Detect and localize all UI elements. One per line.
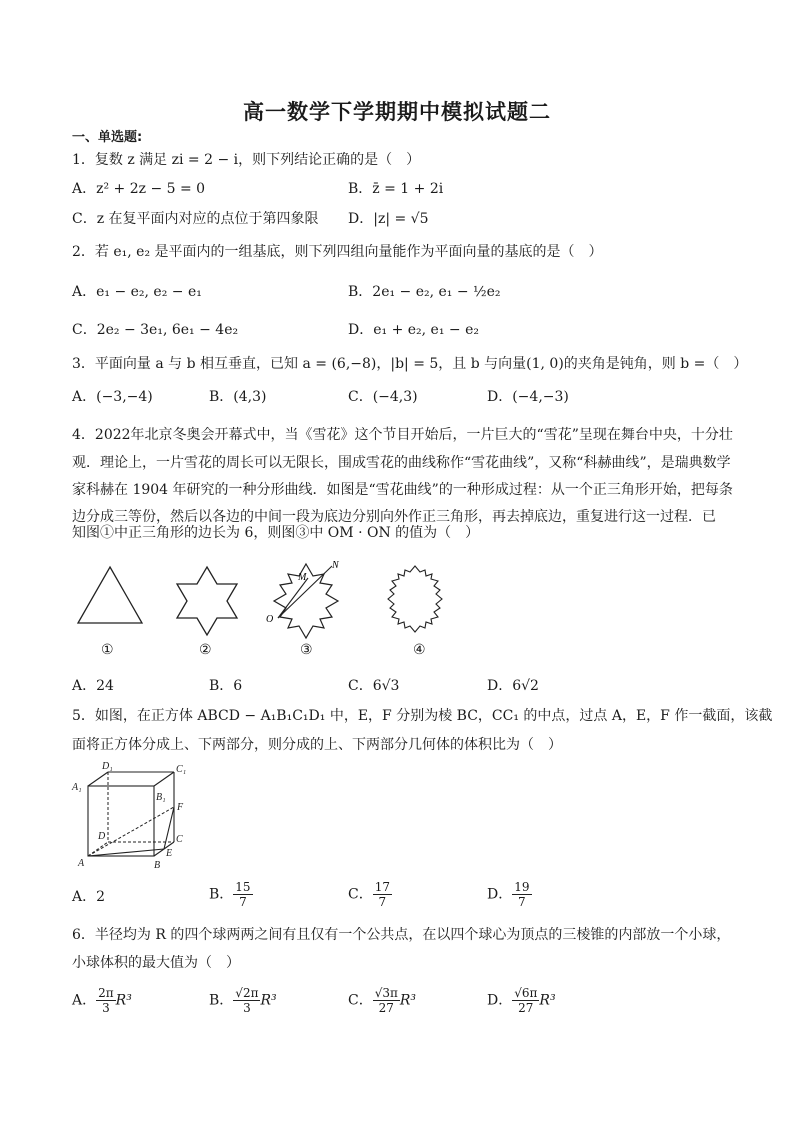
cube-label-a1: A₁ bbox=[72, 782, 82, 793]
q6-option-b-numerator: √2π bbox=[235, 986, 259, 1000]
q4-line-4: 边分成三等份，然后以各边的中间一段为底边分别向外作正三角形，再去掉底边，重复进行这一过程．已 bbox=[72, 509, 716, 525]
q4-line-2: 观．理论上，一片雪花的周长可以无限长，围成雪花的曲线称作“雪花曲线”，又称“科赫曲线”，是瑞典数学 bbox=[72, 455, 731, 471]
q4-option-a: A．24 bbox=[72, 678, 114, 694]
cube-label-b: B bbox=[154, 860, 161, 871]
cube-label-c1: C₁ bbox=[176, 764, 187, 775]
q5-option-d-denominator: 7 bbox=[518, 895, 526, 909]
koch-level-3-figure bbox=[388, 566, 442, 632]
q5-option-c-denominator: 7 bbox=[378, 895, 387, 909]
q5-option-a: A．2 bbox=[72, 889, 106, 905]
q3-stem: 3．平面向量 a 与 b 相互垂直，已知 a = (6,−8)，|b| = 5，且 b 与向量(1, 0)的夹角是钝角，则 b =（ ） bbox=[72, 356, 748, 372]
q4-line-5: 知图①中正三角形的边长为 6，则图③中 OM · ON 的值为（ ） bbox=[72, 525, 480, 541]
q5-line-2: 面将正方体分成上、下两部分，则分成的上、下两部分几何体的体积比为（ ） bbox=[72, 737, 562, 753]
q6-option-d-denominator: 27 bbox=[518, 1001, 534, 1015]
cube-label-c: C bbox=[176, 834, 183, 845]
q2-option-b: B．2e₁ − e₂, e₁ − ½e₂ bbox=[348, 284, 501, 300]
q5-line-1: 5．如图，在正方体 ABCD − A₁B₁C₁D₁ 中，E，F 分别为棱 BC，CC₁ 的中点，过点 A，E，F 作一截面，该截 bbox=[72, 708, 773, 724]
page-title: 高一数学下学期期中模拟试题二 bbox=[243, 100, 551, 124]
cube-label-b1: B₁ bbox=[156, 792, 166, 803]
q3-option-a: A．(−3,−4) bbox=[72, 389, 153, 405]
q2-stem: 2．若 e₁, e₂ 是平面内的一组基底，则下列四组向量能作为平面向量的基底的是（ ） bbox=[72, 244, 603, 260]
q1-option-c: C．z 在复平面内对应的点位于第四象限 bbox=[72, 211, 319, 227]
q1-option-d: D．|z| = √5 bbox=[348, 211, 429, 227]
q5-option-d bbox=[487, 880, 532, 909]
q6-option-d bbox=[487, 986, 556, 1015]
q6-option-c-denominator: 27 bbox=[378, 1001, 394, 1015]
figure-label-3: ③ bbox=[300, 642, 313, 658]
q6-line-1: 6．半径均为 R 的四个球两两之间有且仅有一个公共点，在以四个球心为顶点的三棱锥的内部放一个小球， bbox=[72, 927, 731, 943]
q3-option-d: D．(−4,−3) bbox=[487, 389, 569, 405]
q6-option-a-denominator: 3 bbox=[102, 1001, 110, 1015]
q5-option-b-denominator: 7 bbox=[239, 895, 247, 909]
section-heading: 一、单选题: bbox=[72, 130, 143, 145]
q4-line-1: 4．2022年北京冬奥会开幕式中，当《雪花》这个节目开始后，一片巨大的“雪花”呈现在舞台中央，十分壮 bbox=[72, 427, 733, 443]
q6-option-c bbox=[348, 986, 416, 1015]
figure-label-1: ① bbox=[101, 642, 114, 658]
q6-option-b-tail: R³ bbox=[260, 992, 277, 1009]
q4-option-c: C．6√3 bbox=[348, 678, 400, 694]
cube-label-e: E bbox=[166, 848, 173, 859]
q6-option-c-tail: R³ bbox=[399, 992, 417, 1009]
q6-option-a-fraction bbox=[96, 986, 116, 1015]
q6-line-2: 小球体积的最大值为（ ） bbox=[72, 955, 240, 971]
q3-option-c: C．(−4,3) bbox=[348, 389, 418, 405]
q1-option-a: A．z² + 2z − 5 = 0 bbox=[72, 181, 206, 197]
cube-label-d: D bbox=[98, 831, 106, 842]
point-label-m: M bbox=[298, 572, 307, 583]
q5-option-c-numerator: 17 bbox=[374, 880, 390, 894]
q6-option-d-tail: R³ bbox=[539, 992, 556, 1009]
q6-option-a-numerator: 2π bbox=[98, 986, 114, 1000]
q6-option-b-prefix: B． bbox=[209, 992, 234, 1009]
q2-option-d: D．e₁ + e₂, e₁ − e₂ bbox=[348, 322, 479, 338]
q6-option-a-tail: R³ bbox=[115, 992, 132, 1009]
snowflake-figures bbox=[70, 560, 470, 640]
point-label-n: N bbox=[332, 560, 339, 571]
q4-line-3: 家科赫在 1904 年研究的一种分形曲线．如图是“雪花曲线”的一种形成过程：从一个正三角形开始，把每条 bbox=[72, 482, 733, 498]
q5-option-c-fraction bbox=[373, 880, 392, 909]
q6-option-c-fraction bbox=[373, 986, 400, 1015]
figure-label-2: ② bbox=[199, 642, 212, 658]
q4-option-d: D．6√2 bbox=[487, 678, 539, 694]
q6-option-a-prefix: A． bbox=[72, 992, 97, 1009]
q5-option-d-numerator: 19 bbox=[514, 880, 530, 894]
q5-option-c-prefix: C． bbox=[348, 886, 373, 903]
cube-figure bbox=[68, 760, 198, 872]
q5-option-b bbox=[209, 880, 253, 909]
q5-option-b-prefix: B． bbox=[209, 886, 234, 903]
q4-option-b: B．6 bbox=[209, 678, 243, 694]
cube-front-face bbox=[88, 786, 154, 856]
star-figure bbox=[177, 567, 237, 635]
q6-option-b bbox=[209, 986, 277, 1015]
q1-stem: 1．复数 z 满足 zi = 2 − i，则下列结论正确的是（ ） bbox=[72, 152, 421, 168]
triangle-figure bbox=[78, 567, 142, 623]
cube-label-d1: D₁ bbox=[102, 761, 113, 772]
q6-option-c-numerator: √3π bbox=[374, 986, 398, 1000]
q3-option-b: B．(4,3) bbox=[209, 389, 267, 405]
cube-label-f: F bbox=[177, 802, 184, 813]
q5-option-d-fraction bbox=[512, 880, 531, 909]
q2-option-c: C．2e₂ − 3e₁, 6e₁ − 4e₂ bbox=[72, 322, 239, 338]
q6-option-d-numerator: √6π bbox=[514, 986, 538, 1000]
q5-option-c bbox=[348, 880, 392, 909]
q6-option-b-denominator: 3 bbox=[243, 1001, 251, 1015]
q6-option-d-fraction bbox=[512, 986, 539, 1015]
q5-option-d-prefix: D． bbox=[487, 886, 513, 903]
figure-label-4: ④ bbox=[413, 642, 426, 658]
q1-option-b: B．z̄ = 1 + 2i bbox=[348, 181, 444, 197]
q5-option-b-numerator: 15 bbox=[235, 880, 251, 894]
q5-option-b-fraction bbox=[233, 880, 252, 909]
q6-option-c-prefix: C． bbox=[348, 992, 373, 1009]
cube-label-a: A bbox=[78, 858, 85, 869]
q2-option-a: A．e₁ − e₂, e₂ − e₁ bbox=[72, 284, 202, 300]
q6-option-d-prefix: D． bbox=[487, 992, 513, 1009]
q6-option-b-fraction bbox=[233, 986, 260, 1015]
q6-option-a bbox=[72, 986, 132, 1015]
point-label-o: O bbox=[266, 614, 274, 625]
